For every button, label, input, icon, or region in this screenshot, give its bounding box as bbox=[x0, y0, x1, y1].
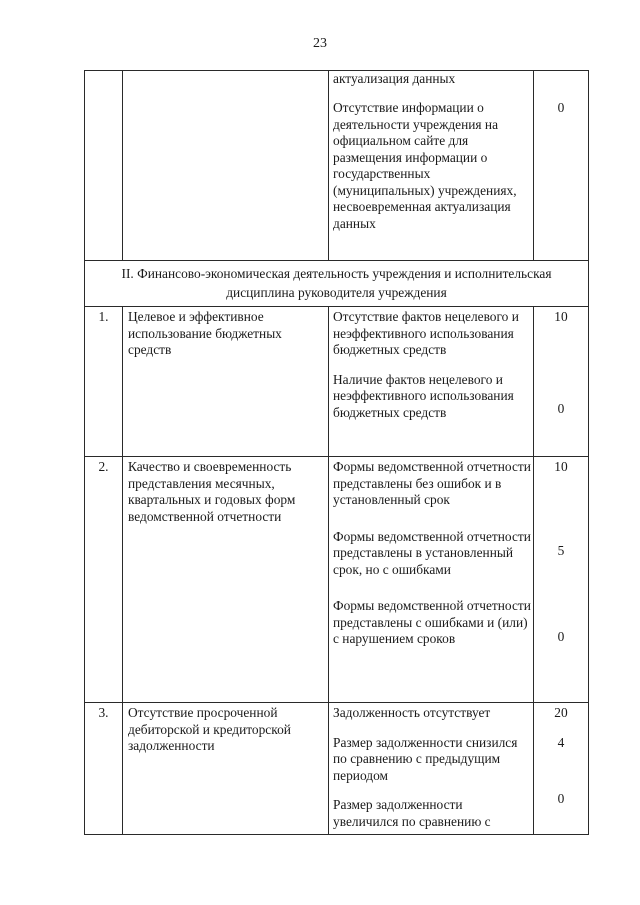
points-cell bbox=[534, 71, 589, 261]
criteria-cell bbox=[329, 71, 534, 261]
criterion-text: Размер задолженности снизился по сравнению с предыдущим периодом bbox=[333, 734, 518, 783]
points-value: 0 bbox=[557, 401, 565, 416]
row-number: 2. bbox=[85, 457, 123, 703]
criterion-text: Отсутствие информации о деятельности учреждения на официальном сайте для размещения информации о государственных (муниципальных) учреждениях, несвоевременная актуализация данных bbox=[333, 100, 517, 231]
points-value: 5 bbox=[557, 543, 565, 558]
section-title: II. Финансово-экономическая деятельность учреждения и исполнительская дисциплина руководителя учреждения bbox=[85, 261, 589, 307]
points-value: 10 bbox=[554, 459, 568, 474]
row-number: 3. bbox=[85, 703, 123, 835]
points-value: 20 bbox=[554, 705, 568, 720]
table-row-continuation bbox=[85, 71, 589, 261]
points-value bbox=[534, 71, 588, 100]
indicator-name-cell bbox=[123, 71, 329, 261]
criterion-text: Размер задолженности увеличился по сравнению с bbox=[333, 797, 491, 829]
criterion-text: Формы ведомственной отчетности представлены с ошибками и (или) с нарушением сроков bbox=[333, 598, 531, 646]
points-value: 10 bbox=[554, 309, 568, 324]
criterion-text: актуализация данных bbox=[333, 71, 456, 86]
criteria-cell bbox=[329, 457, 534, 703]
criteria-table bbox=[84, 70, 589, 835]
criterion-text: Формы ведомственной отчетности представлены в установленный срок, но с ошибками bbox=[333, 528, 531, 577]
criterion-text: Наличие фактов нецелевого и неэффективного использования бюджетных средств bbox=[333, 371, 514, 420]
criteria-cell bbox=[329, 307, 534, 457]
table-row bbox=[85, 307, 589, 457]
criteria-cell bbox=[329, 703, 534, 835]
table-row bbox=[85, 703, 589, 835]
indicator-name: Отсутствие просроченной дебиторской и кредиторской задолженности bbox=[123, 703, 329, 835]
points-value: 0 bbox=[557, 629, 565, 644]
indicator-name: Целевое и эффективное использование бюджетных средств bbox=[123, 307, 329, 457]
row-number: 1. bbox=[85, 307, 123, 457]
criterion-text: Формы ведомственной отчетности представлены без ошибок и в установленный срок bbox=[333, 459, 531, 507]
points-cell bbox=[534, 307, 589, 457]
points-cell bbox=[534, 703, 589, 835]
section-header-row bbox=[85, 261, 589, 307]
criterion-text: Задолженность отсутствует bbox=[333, 705, 491, 720]
points-value: 0 bbox=[557, 791, 565, 806]
page-number: 23 bbox=[313, 36, 327, 51]
points-value: 0 bbox=[557, 100, 565, 115]
table-row bbox=[85, 457, 589, 703]
criterion-text: Отсутствие фактов нецелевого и неэффективного использования бюджетных средств bbox=[333, 309, 519, 357]
points-cell bbox=[534, 457, 589, 703]
row-number-cell bbox=[85, 71, 123, 261]
indicator-name: Качество и своевременность представления месячных, квартальных и годовых форм ведомственной отчетности bbox=[123, 457, 329, 703]
points-value: 4 bbox=[557, 735, 565, 750]
